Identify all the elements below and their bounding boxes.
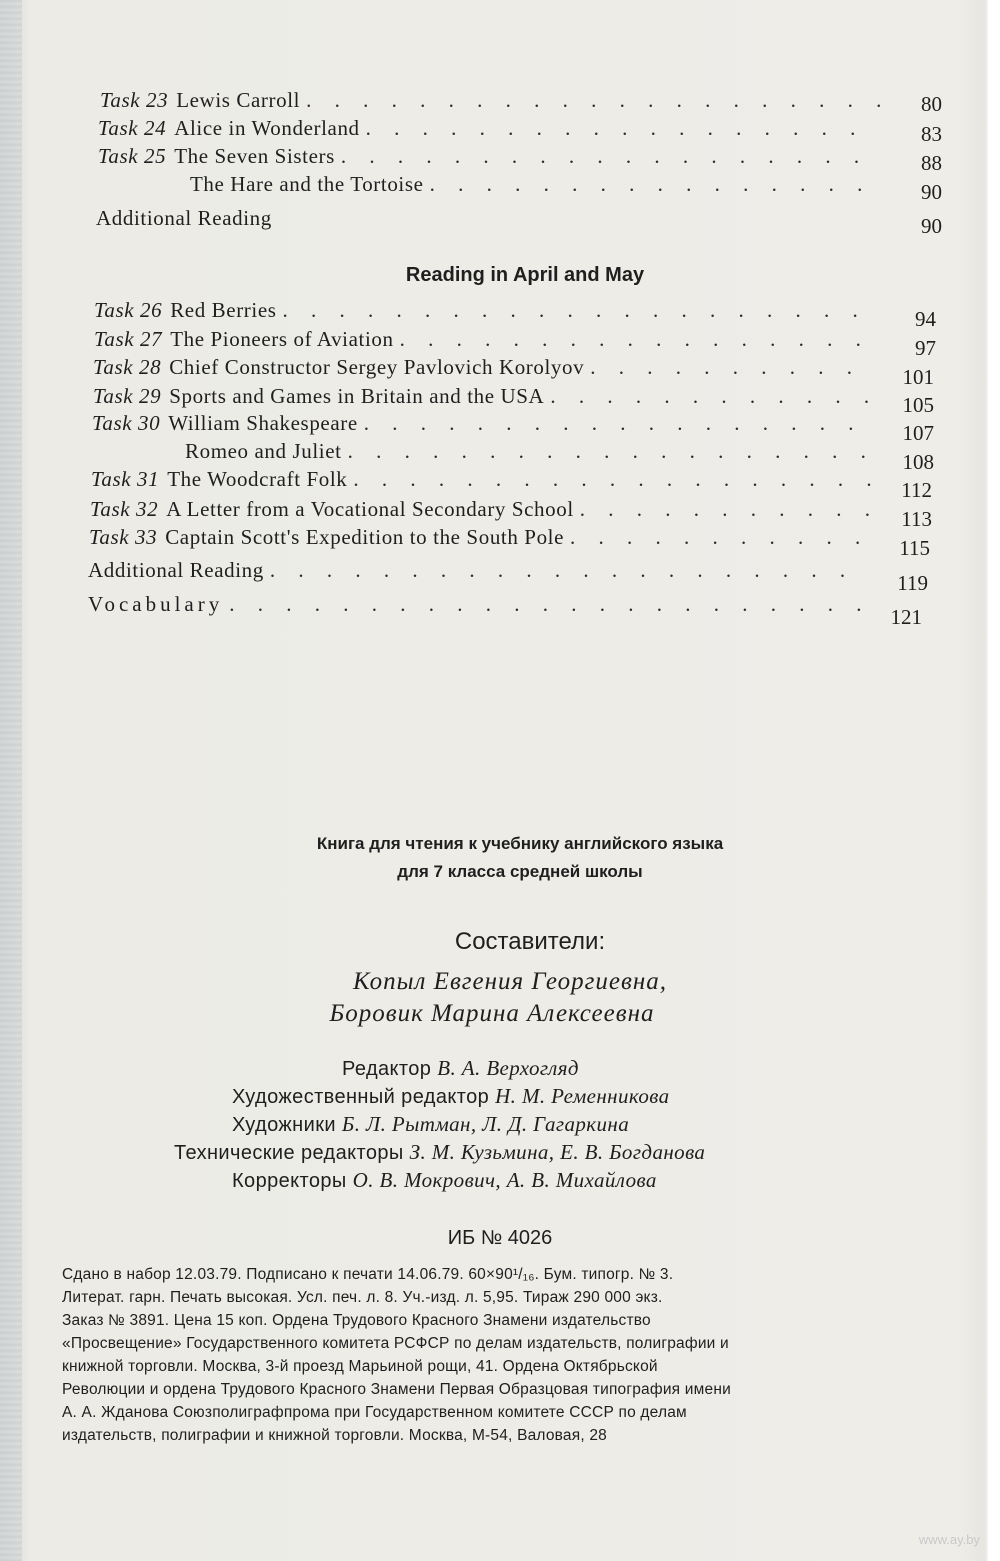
toc-page-number: 101: [902, 365, 934, 389]
toc-entry-title: The Woodcraft Folk: [167, 467, 348, 491]
toc-task-label: Task 24: [98, 116, 167, 140]
toc-page-number: 113: [901, 507, 932, 531]
imprint-line: книжной торговли. Москва, 3-й проезд Марьиной рощи, 41. Ордена Октябрьской: [62, 1358, 658, 1375]
credit-role: Художественный редактор: [232, 1086, 490, 1108]
book-title-line: для 7 класса средней школы: [397, 862, 643, 881]
toc-task-label: Task 23: [100, 88, 169, 112]
book-title-line: Книга для чтения к учебнику английского языка: [316, 834, 724, 853]
toc-page-number: 88: [921, 151, 942, 175]
toc-task-label: Task 31: [91, 467, 160, 491]
imprint-line: Заказ № 3891. Цена 15 коп. Ордена Трудового Красного Знамени издательство: [62, 1312, 651, 1329]
imprint-line: Сдано в набор 12.03.79. Подписано к печати 14.06.79. 60×90¹/₁₆. Бум. типогр. № 3.: [62, 1266, 674, 1283]
toc-page-number: 112: [901, 478, 932, 502]
toc-leader-dots: [270, 558, 868, 583]
credit-name: Н. М. Ременникова: [495, 1084, 670, 1108]
toc-entry-title: Additional Reading: [96, 206, 272, 230]
toc-row: [93, 355, 873, 385]
toc-entry-title: A Letter from a Vocational Secondary School: [166, 497, 574, 521]
toc-row: [92, 411, 872, 441]
credit-line: [232, 1084, 670, 1109]
toc-task-label: Task 27: [94, 327, 163, 351]
toc-entry-title: Chief Constructor Sergey Pavlovich Korolyov: [169, 355, 585, 379]
toc-page-number: 105: [902, 393, 934, 417]
toc-leader-dots: [580, 497, 870, 522]
toc-entry-title: Additional Reading: [88, 558, 264, 582]
toc-entry-title: The Seven Sisters: [174, 144, 335, 168]
toc-row: [94, 298, 874, 328]
toc-row: [100, 88, 880, 118]
toc-entry-title: The Pioneers of Aviation: [170, 327, 394, 351]
credit-line: [232, 1112, 629, 1137]
toc-page-number: 90: [921, 180, 942, 204]
credit-name: З. М. Кузьмина, Е. В. Богданова: [409, 1140, 706, 1164]
toc-leader-dots: [570, 525, 869, 550]
book-title: [180, 830, 860, 886]
imprint-line: Революции и ордена Трудового Красного Знамени Первая Образцовая типография имени: [62, 1381, 731, 1398]
toc-leader-dots: [430, 172, 880, 197]
toc-page-number: 119: [897, 571, 928, 595]
toc-row: [91, 467, 871, 497]
toc-leader-dots: [366, 116, 880, 141]
toc-leader-dots: [590, 355, 873, 380]
imprint-line: А. А. Жданова Союзполиграфпрома при Государственном комитете СССР по делам: [62, 1404, 687, 1421]
toc-leader-dots: [400, 327, 874, 352]
credit-name: О. В. Мокрович, А. В. Михайлова: [352, 1168, 657, 1192]
toc-page-number: 115: [899, 536, 930, 560]
toc-page-number: 107: [902, 421, 934, 445]
scan-border: [988, 0, 1000, 1561]
credit-name: В. А. Верхогляд: [437, 1056, 579, 1080]
toc-page-number: 83: [921, 122, 942, 146]
toc-task-label: Task 33: [89, 525, 158, 549]
toc-entry-title: Red Berries: [170, 298, 277, 322]
toc-row: [94, 327, 874, 357]
toc-entry-title: Captain Scott's Expedition to the South Pole: [165, 525, 565, 549]
toc-page-number: 108: [902, 450, 934, 474]
toc-leader-dots: [306, 88, 880, 113]
toc-entry-title: Vocabulary: [88, 592, 224, 616]
page-edge-shadow: [0, 0, 22, 1561]
credit-role: Корректоры: [232, 1170, 347, 1192]
toc-leader-dots: [283, 298, 874, 323]
toc-row: [88, 592, 868, 622]
credit-role: Технические редакторы: [174, 1142, 404, 1164]
credit-line: [174, 1140, 705, 1165]
toc-task-label: Task 25: [98, 144, 167, 168]
credit-line: [232, 1168, 657, 1193]
toc-task-label: Task 30: [92, 411, 161, 435]
credit-role: Редактор: [342, 1058, 432, 1080]
toc-page-number: 90: [921, 214, 942, 238]
watermark: www.ay.by: [918, 1532, 980, 1547]
toc-row: [98, 144, 880, 174]
toc-task-label: Task 29: [93, 384, 162, 408]
toc-page-number: 94: [915, 307, 936, 331]
toc-task-label: Task 28: [93, 355, 162, 379]
section-heading: Reading in April and May: [405, 264, 645, 286]
toc-page-number: 121: [890, 605, 922, 629]
compiler-name: Копыл Евгения Георгиевна,: [352, 968, 668, 995]
toc-leader-dots: [550, 384, 873, 409]
toc-page-number: 80: [921, 92, 942, 116]
toc-leader-dots: [348, 439, 873, 464]
toc-entry-title: William Shakespeare: [168, 411, 358, 435]
toc-entry-title: The Hare and the Tortoise: [190, 172, 424, 196]
toc-row: [93, 384, 873, 414]
toc-leader-dots: [353, 467, 871, 492]
toc-row: [90, 497, 870, 527]
ib-number: ИБ № 4026: [447, 1227, 553, 1249]
toc-row: [98, 116, 880, 146]
compiler-name: Боровик Марина Алексеевна: [329, 1000, 655, 1027]
toc-entry-title: Lewis Carroll: [176, 88, 301, 112]
toc-task-label: Task 26: [94, 298, 163, 322]
toc-leader-dots: [229, 592, 868, 617]
toc-row: [96, 206, 880, 236]
toc-row: [88, 558, 868, 588]
toc-leader-dots: [341, 144, 880, 169]
imprint-line: «Просвещение» Государственного комитета РСФСР по делам издательств, полиграфии и: [62, 1335, 729, 1352]
toc-row: [185, 439, 873, 469]
toc-entry-title: Sports and Games in Britain and the USA: [169, 384, 545, 408]
credit-role: Художники: [232, 1114, 336, 1136]
imprint-line: Литерат. гарн. Печать высокая. Усл. печ. л. 8. Уч.-изд. л. 5,95. Тираж 290 000 экз.: [62, 1289, 663, 1306]
credit-line: [342, 1056, 579, 1081]
imprint-line: издательств, полиграфии и книжной торговли. Москва, М-54, Валовая, 28: [62, 1427, 607, 1444]
toc-page-number: 97: [915, 336, 936, 360]
toc-row: [89, 525, 869, 555]
toc-entry-title: Romeo and Juliet: [185, 439, 342, 463]
toc-entry-title: Alice in Wonderland: [174, 116, 360, 140]
credit-name: Б. Л. Рытман, Л. Д. Гагаркина: [341, 1112, 630, 1136]
toc-task-label: Task 32: [90, 497, 159, 521]
imprint-block: [62, 1263, 912, 1447]
toc-row: [190, 172, 880, 202]
toc-leader-dots: [364, 411, 872, 436]
compilers-label: Составители:: [454, 928, 606, 955]
